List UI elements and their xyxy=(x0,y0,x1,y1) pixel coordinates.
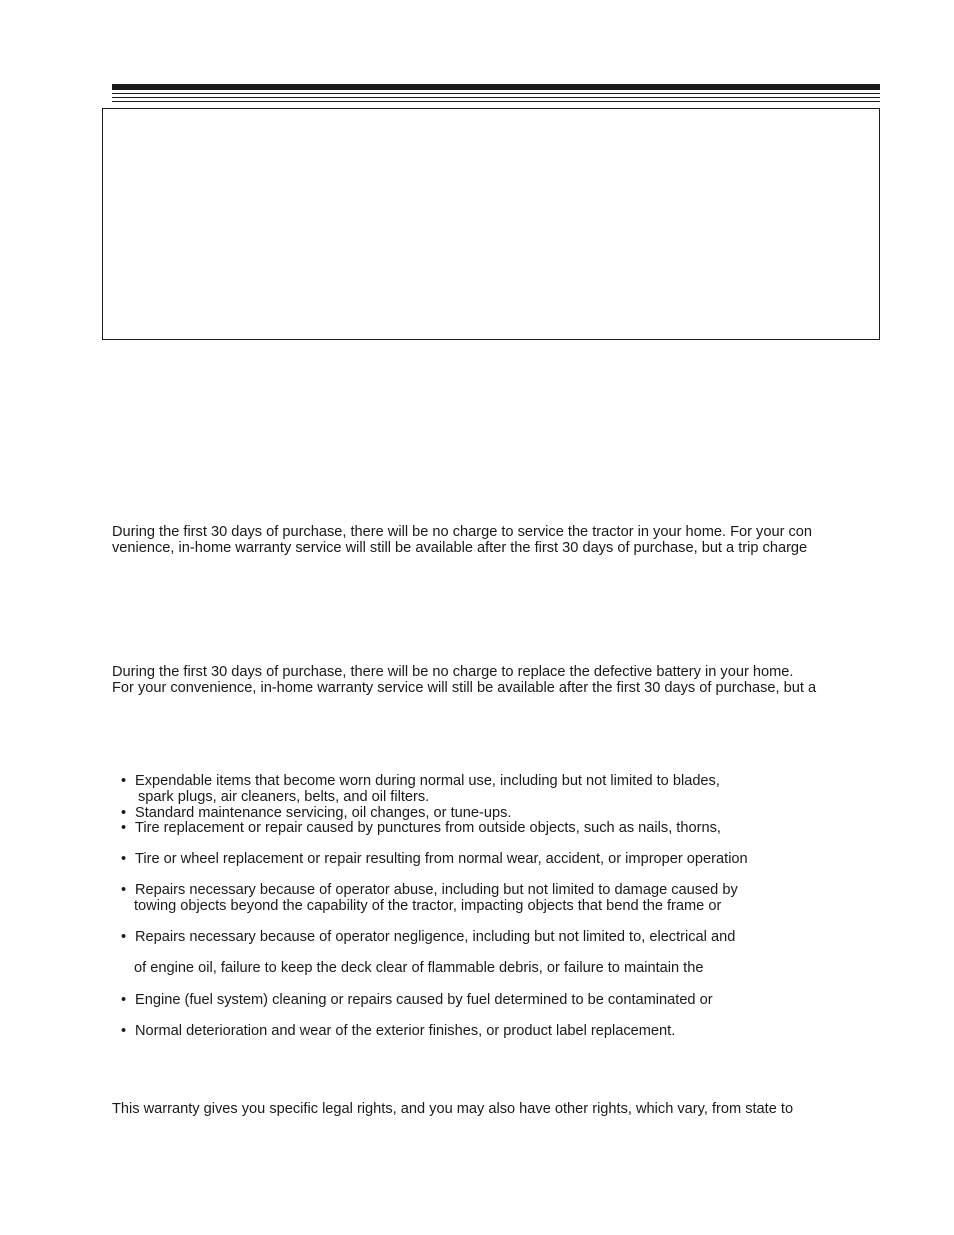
header-rule-thin-2 xyxy=(112,97,880,98)
list-item-line: Repairs necessary because of operator negligence, including but not limited to, electrical and xyxy=(135,929,736,945)
list-item-line: Tire replacement or repair caused by punctures from outside objects, such as nails, thorns, xyxy=(135,820,721,836)
bullet-icon: • xyxy=(121,773,127,789)
list-item-line: of engine oil, failure to keep the deck clear of flammable debris, or failure to maintain the xyxy=(134,960,704,976)
list-item-line: Normal deterioration and wear of the exterior finishes, or product label replacement. xyxy=(135,1023,676,1039)
battery-paragraph-line-1: During the first 30 days of purchase, there will be no charge to replace the defective battery in your home. xyxy=(112,664,794,680)
list-item-line: towing objects beyond the capability of the tractor, impacting objects that bend the frame or xyxy=(134,898,722,914)
rights-paragraph: This warranty gives you specific legal rights, and you may also have other rights, which vary, from state to xyxy=(112,1101,794,1117)
list-item-line: Standard maintenance servicing, oil changes, or tune-ups. xyxy=(135,805,512,821)
warranty-title-box xyxy=(102,108,880,340)
bullet-icon: • xyxy=(121,929,127,945)
list-item-line: Repairs necessary because of operator abuse, including but not limited to damage caused by xyxy=(135,882,738,898)
bullet-icon: • xyxy=(121,992,127,1008)
bullet-icon: • xyxy=(121,805,127,821)
bullet-icon: • xyxy=(121,882,127,898)
bullet-icon: • xyxy=(121,851,127,867)
list-item-line: Expendable items that become worn during normal use, including but not limited to blades, xyxy=(135,773,720,789)
bullet-icon: • xyxy=(121,1023,127,1039)
service-paragraph-line-1: During the first 30 days of purchase, there will be no charge to service the tractor in your home. For your con xyxy=(112,524,813,540)
header-rule-thick xyxy=(112,84,880,90)
header-rule-thin-1 xyxy=(112,93,880,94)
battery-paragraph-line-2: For your convenience, in-home warranty service will still be available after the first 30 days of purchase, but a xyxy=(112,680,817,696)
list-item-line: Engine (fuel system) cleaning or repairs caused by fuel determined to be contaminated or xyxy=(135,992,713,1008)
list-item-line: Tire or wheel replacement or repair resulting from normal wear, accident, or improper operation xyxy=(135,851,748,867)
service-paragraph-line-2: venience, in-home warranty service will still be available after the first 30 days of purchase, but a trip charge xyxy=(112,540,808,556)
list-item-line: spark plugs, air cleaners, belts, and oil filters. xyxy=(138,789,430,805)
header-rule-thin-3 xyxy=(112,101,880,102)
bullet-icon: • xyxy=(121,820,127,836)
